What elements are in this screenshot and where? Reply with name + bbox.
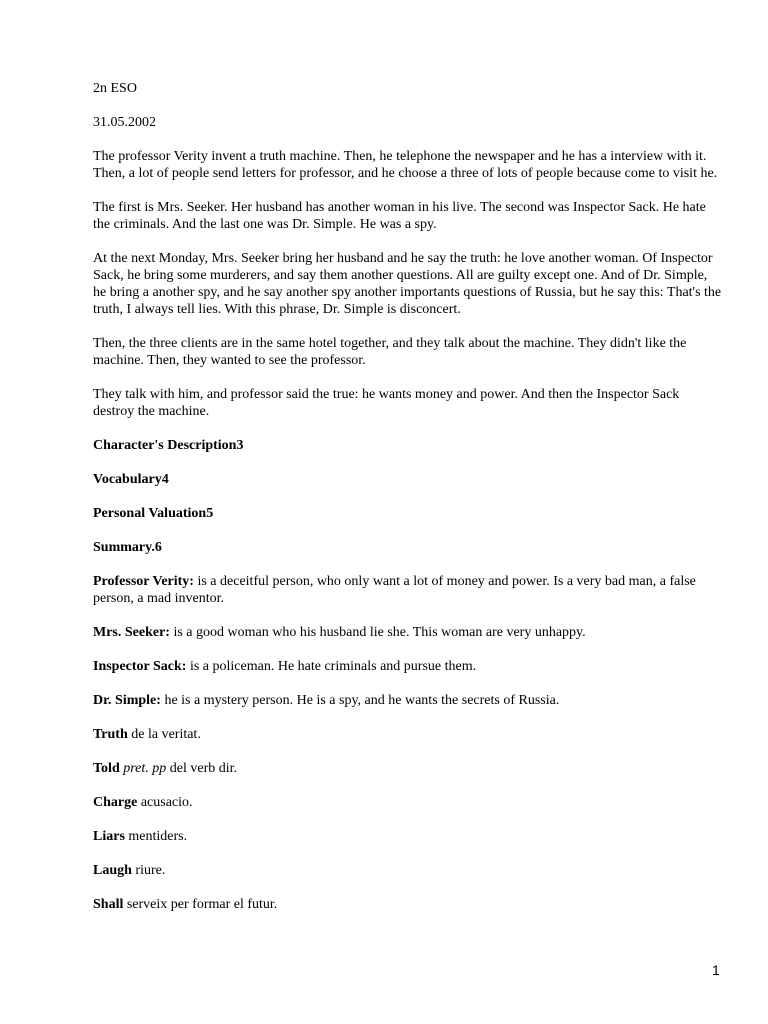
summary-paragraph: The professor Verity invent a truth machine. Then, he telephone the newspaper and he has a interview with it. Then, a lot of people send letters for professor, and he choose a three of lots of people because come to visit he. bbox=[93, 149, 718, 181]
vocabulary-meaning: serveix per formar el futur. bbox=[123, 897, 278, 912]
vocabulary-meaning: de la veritat. bbox=[127, 727, 201, 742]
character-entry bbox=[93, 624, 723, 641]
vocabulary-entry bbox=[93, 862, 723, 879]
vocabulary-word: Laugh bbox=[93, 863, 132, 878]
vocabulary-word: Shall bbox=[93, 897, 124, 912]
vocabulary-word: Truth bbox=[93, 727, 128, 742]
character-description: he is a mystery person. He is a spy, and he wants the secrets of Russia. bbox=[160, 693, 560, 708]
toc-entry-vocabulary: Vocabulary4 bbox=[93, 472, 169, 487]
character-name: Inspector Sack: bbox=[93, 659, 187, 674]
page-number: 1 bbox=[712, 962, 720, 978]
document-date: 31.05.2002 bbox=[93, 115, 156, 130]
character-name: Professor Verity: bbox=[93, 574, 194, 589]
character-name: Mrs. Seeker: bbox=[93, 625, 170, 640]
document-page bbox=[93, 80, 723, 930]
course-label: 2n ESO bbox=[93, 81, 137, 96]
vocabulary-meaning: del verb dir. bbox=[166, 761, 238, 776]
toc-entry-summary: Summary.6 bbox=[93, 540, 162, 555]
vocabulary-entry bbox=[93, 726, 723, 743]
toc-entry-characters: Character's Description3 bbox=[93, 438, 244, 453]
vocabulary-meaning: acusacio. bbox=[137, 795, 193, 810]
vocabulary-word: Told bbox=[93, 761, 120, 776]
toc-entry-valuation: Personal Valuation5 bbox=[93, 506, 214, 521]
character-description: is a policeman. He hate criminals and pursue them. bbox=[186, 659, 477, 674]
vocabulary-part-of-speech: pret. pp bbox=[123, 761, 167, 776]
summary-paragraph: They talk with him, and professor said the true: he wants money and power. And then the Inspector Sack destroy the machine. bbox=[93, 387, 680, 419]
vocabulary-entry bbox=[93, 896, 723, 913]
summary-paragraph: At the next Monday, Mrs. Seeker bring her husband and he say the truth: he love another woman. Of Inspector Sack, he bring some murderers, and say them another questions. All are guilty except one. And of Dr. Simple, he bring a another spy, and he say another spy another importants questions of Russia, but he say this: That's the truth, I always tell lies. With this phrase, Dr. Simple is disconcert. bbox=[93, 251, 722, 317]
character-entry bbox=[93, 658, 723, 675]
vocabulary-meaning: mentiders. bbox=[124, 829, 188, 844]
character-entry bbox=[93, 692, 723, 709]
summary-paragraph: Then, the three clients are in the same hotel together, and they talk about the machine. They didn't like the machine. Then, they wanted to see the professor. bbox=[93, 336, 687, 368]
character-entry bbox=[93, 573, 723, 607]
summary-paragraph: The first is Mrs. Seeker. Her husband has another woman in his live. The second was Inspector Sack. He hate the criminals. And the last one was Dr. Simple. He was a spy. bbox=[93, 200, 706, 232]
vocabulary-entry bbox=[93, 794, 723, 811]
character-description: is a good woman who his husband lie she. This woman are very unhappy. bbox=[169, 625, 586, 640]
vocabulary-meaning: riure. bbox=[131, 863, 166, 878]
vocabulary-word: Charge bbox=[93, 795, 138, 810]
vocabulary-word: Liars bbox=[93, 829, 125, 844]
character-description: is a deceitful person, who only want a lot of money and power. Is a very bad man, a false person, a mad inventor. bbox=[93, 574, 696, 606]
vocabulary-entry bbox=[93, 760, 723, 777]
vocabulary-entry bbox=[93, 828, 723, 845]
character-name: Dr. Simple: bbox=[93, 693, 161, 708]
